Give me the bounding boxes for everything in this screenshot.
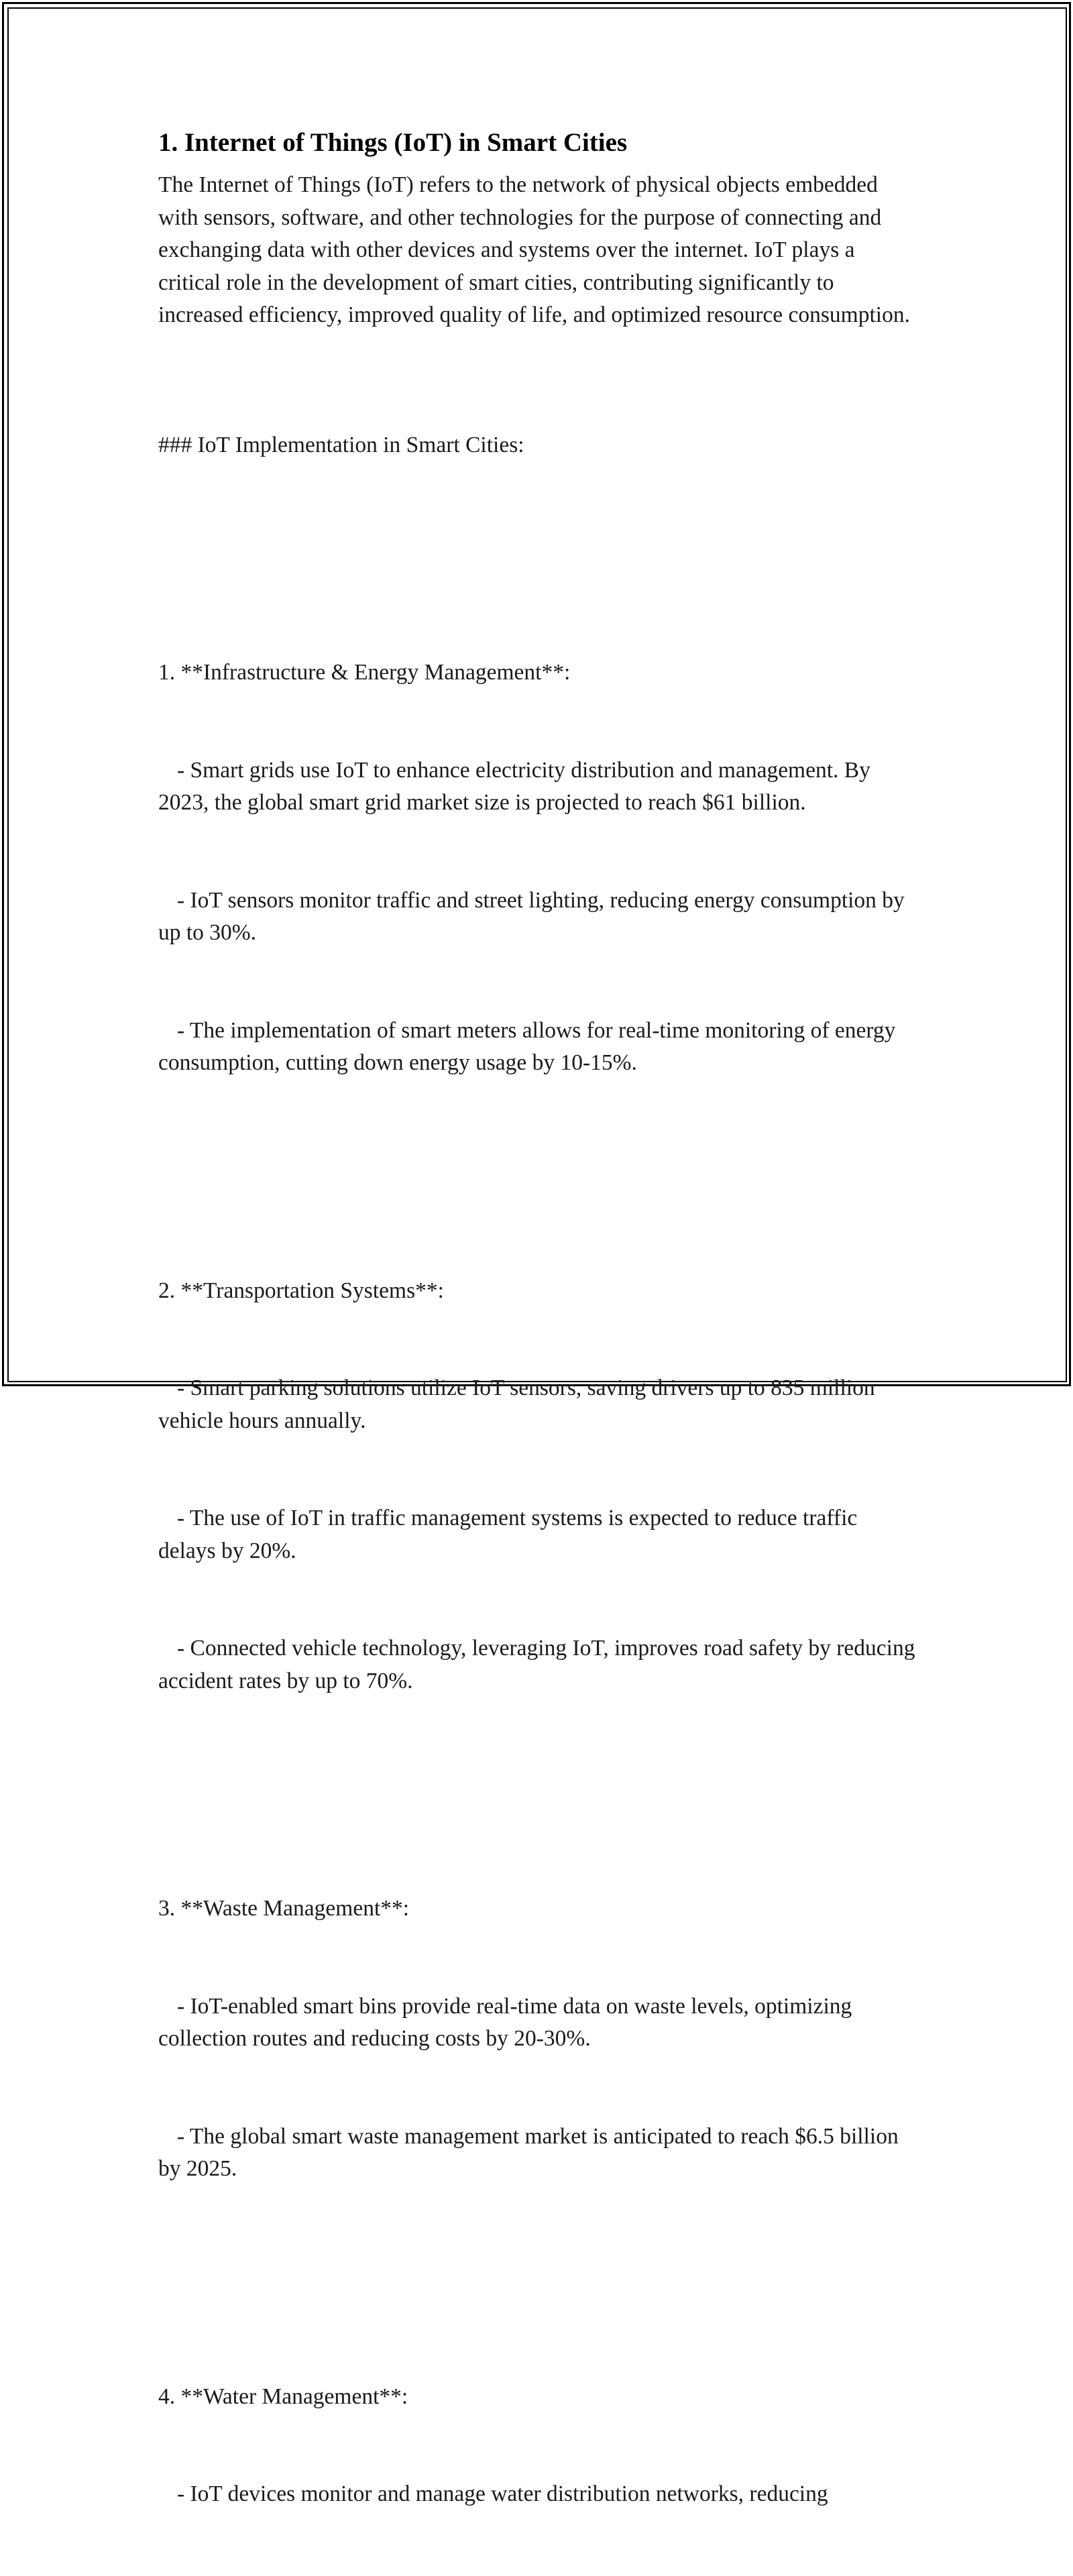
- bullet-item: - IoT sensors monitor traffic and street lighting, reducing energy consumption by up to 30%.: [158, 887, 911, 945]
- spacer: [158, 2251, 916, 2284]
- bullet-item: - IoT-enabled smart bins provide real-time data on waste levels, optimizing collection routes and reducing costs by 20-30%.: [158, 1993, 858, 2051]
- section-body: [158, 364, 921, 2576]
- bullet-item: - The global smart waste management market is anticipated to reach $6.5 billion by 2025.: [158, 2123, 905, 2181]
- document-title: 1. Internet of Things (IoT) in Smart Cities: [158, 128, 628, 157]
- bullet-item: - Smart parking solutions utilize IoT sensors, saving drivers up to 835 million vehicle hours annually.: [158, 1376, 881, 1433]
- bullet-item: - The use of IoT in traffic management systems is expected to reduce traffic delays by 20%.: [158, 1506, 863, 1563]
- item-heading-waste: 3. **Waste Management**:: [158, 1896, 410, 1921]
- spacer: [158, 1145, 916, 1178]
- bullet-item: - Connected vehicle technology, leveraging IoT, improves road safety by reducing accident rates by up to 70%.: [158, 1636, 921, 1693]
- bullet-item: - The implementation of smart meters allows for real-time monitoring of energy consumption, cutting down energy usage by 10-15%.: [158, 1017, 901, 1075]
- item-heading-transportation: 2. **Transportation Systems**:: [158, 1278, 444, 1303]
- item-heading-infrastructure-energy: 1. **Infrastructure & Energy Management**:: [158, 660, 571, 685]
- document-body: [158, 121, 921, 2576]
- bullet-item: - IoT devices monitor and manage water distribution networks, reducing: [177, 2481, 828, 2506]
- bullet-item: - Smart grids use IoT to enhance electricity distribution and management. By 2023, the global smart grid market size is projected to reach $61 billion.: [158, 757, 877, 815]
- item-heading-water: 4. **Water Management**:: [158, 2384, 408, 2409]
- section-heading: ### IoT Implementation in Smart Cities:: [158, 432, 524, 457]
- spacer: [158, 1762, 916, 1795]
- intro-paragraph: The Internet of Things (IoT) refers to the network of physical objects embedded with sensors, software, and other technologies for the purpose of connecting and exchanging data with other devices and systems over the internet. IoT plays a critical role in the development of smart cities, contributing significantly to increased efficiency, improved quality of life, and optimized resource consumption.: [158, 172, 910, 327]
- spacer: [158, 526, 916, 559]
